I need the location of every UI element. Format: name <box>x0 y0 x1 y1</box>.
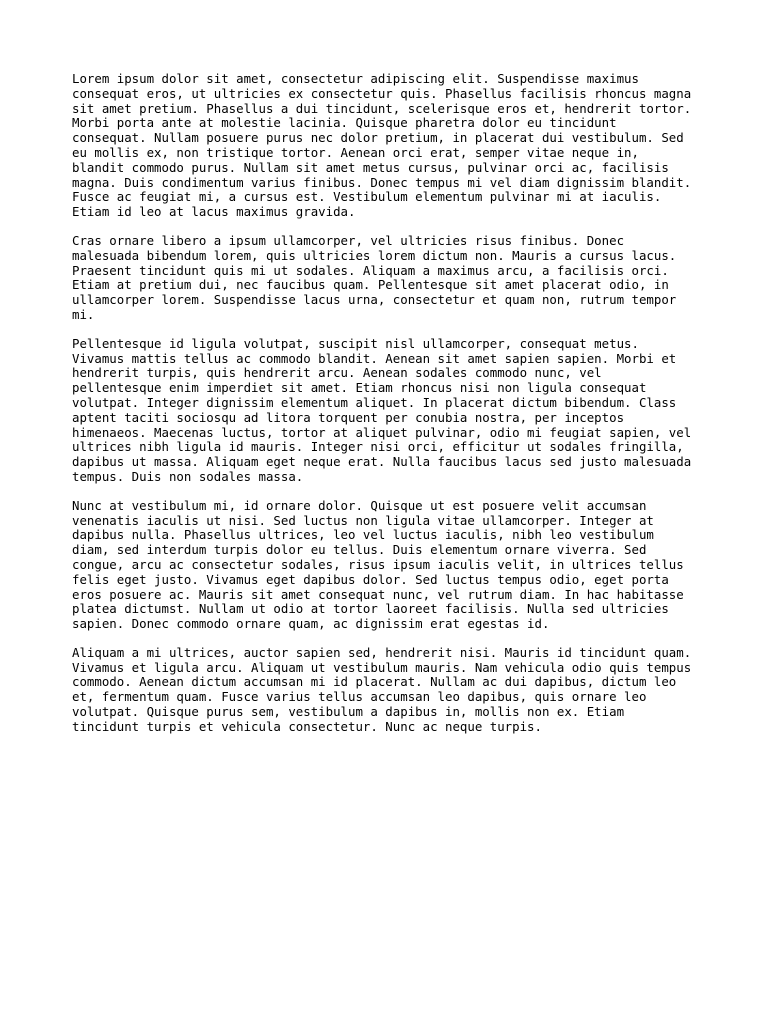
paragraph-5: Aliquam a mi ultrices, auctor sapien sed, hendrerit nisi. Mauris id tincidunt quam. Vivamus et ligula arcu. Aliquam ut vestibulum mauris. Nam vehicula odio quis tempus commodo. Aenean dictum accumsan mi id placerat. Nullam ac dui dapibus, dictum leo et, fermentum quam. Fusce varius tellus accumsan leo dapibus, quis ornare leo volutpat. Quisque purus sem, vestibulum a dapibus in, mollis non ex. Etiam tincidunt turpis et vehicula consectetur. Nunc ac neque turpis. <box>72 644 692 734</box>
paragraph-3: Pellentesque id ligula volutpat, suscipit nisl ullamcorper, consequat metus. Vivamus mattis tellus ac commodo blandit. Aenean sit amet sapien sapien. Morbi et hendrerit turpis, quis hendrerit arcu. Aenean sodales commodo nunc, vel pellentesque enim imperdiet sit amet. Etiam rhoncus nisi non ligula consequat volutpat. Integer dignissim elementum aliquet. In placerat dictum bibendum. Class aptent taciti sociosqu ad litora torquent per conubia nostra, per inceptos himenaeos. Maecenas luctus, tortor at aliquet pulvinar, odio mi feugiat sapien, vel ultrices nibh ligula id mauris. Integer nisi orci, efficitur ut sodales fringilla, dapibus ut massa. Aliquam eget neque erat. Nulla faucibus lacus sed justo malesuada tempus. Duis non sodales massa. <box>72 335 692 484</box>
document-page <box>72 72 712 749</box>
paragraph-1: Lorem ipsum dolor sit amet, consectetur adipiscing elit. Suspendisse maximus consequat eros, ut ultricies ex consectetur quis. Phasellus facilisis rhoncus magna sit amet pretium. Phasellus a dui tincidunt, scelerisque eros et, hendrerit tortor. Morbi porta ante at molestie lacinia. Quisque pharetra dolor eu tincidunt consequat. Nullam posuere purus nec dolor pretium, in placerat dui vestibulum. Sed eu mollis ex, non tristique tortor. Aenean orci erat, semper vitae neque in, blandit commodo purus. Nullam sit amet metus cursus, pulvinar orci ac, facilisis magna. Duis condimentum varius finibus. Donec tempus mi vel diam dignissim blandit. Fusce ac feugiat mi, a cursus est. Vestibulum elementum pulvinar mi at iaculis. Etiam id leo at lacus maximus gravida. <box>72 71 692 220</box>
paragraph-2: Cras ornare libero a ipsum ullamcorper, vel ultricies risus finibus. Donec malesuada bibendum lorem, quis ultricies lorem dictum non. Mauris a cursus lacus. Praesent tincidunt quis mi ut sodales. Aliquam a maximus arcu, a facilisis orci. Etiam at pretium dui, nec faucibus quam. Pellentesque sit amet placerat odio, in ullamcorper lorem. Suspendisse lacus urna, consectetur et quam non, rutrum tempor mi. <box>72 232 677 322</box>
paragraph-4: Nunc at vestibulum mi, id ornare dolor. Quisque ut est posuere velit accumsan venenatis iaculis ut nisi. Sed luctus non ligula vitae ullamcorper. Integer at dapibus nulla. Phasellus ultrices, leo vel luctus iaculis, nibh leo vestibulum diam, sed interdum turpis dolor eu tellus. Duis elementum ornare viverra. Sed congue, arcu ac consectetur sodales, risus ipsum iaculis velit, in ultrices tellus felis eget justo. Vivamus eget dapibus dolor. Sed luctus tempus odio, eget porta eros posuere ac. Mauris sit amet consequat nunc, vel rutrum diam. In hac habitasse platea dictumst. Nullam ut odio at tortor laoreet facilisis. Nulla sed ultricies sapien. Donec commodo ornare quam, ac dignissim erat egestas id. <box>72 497 684 632</box>
